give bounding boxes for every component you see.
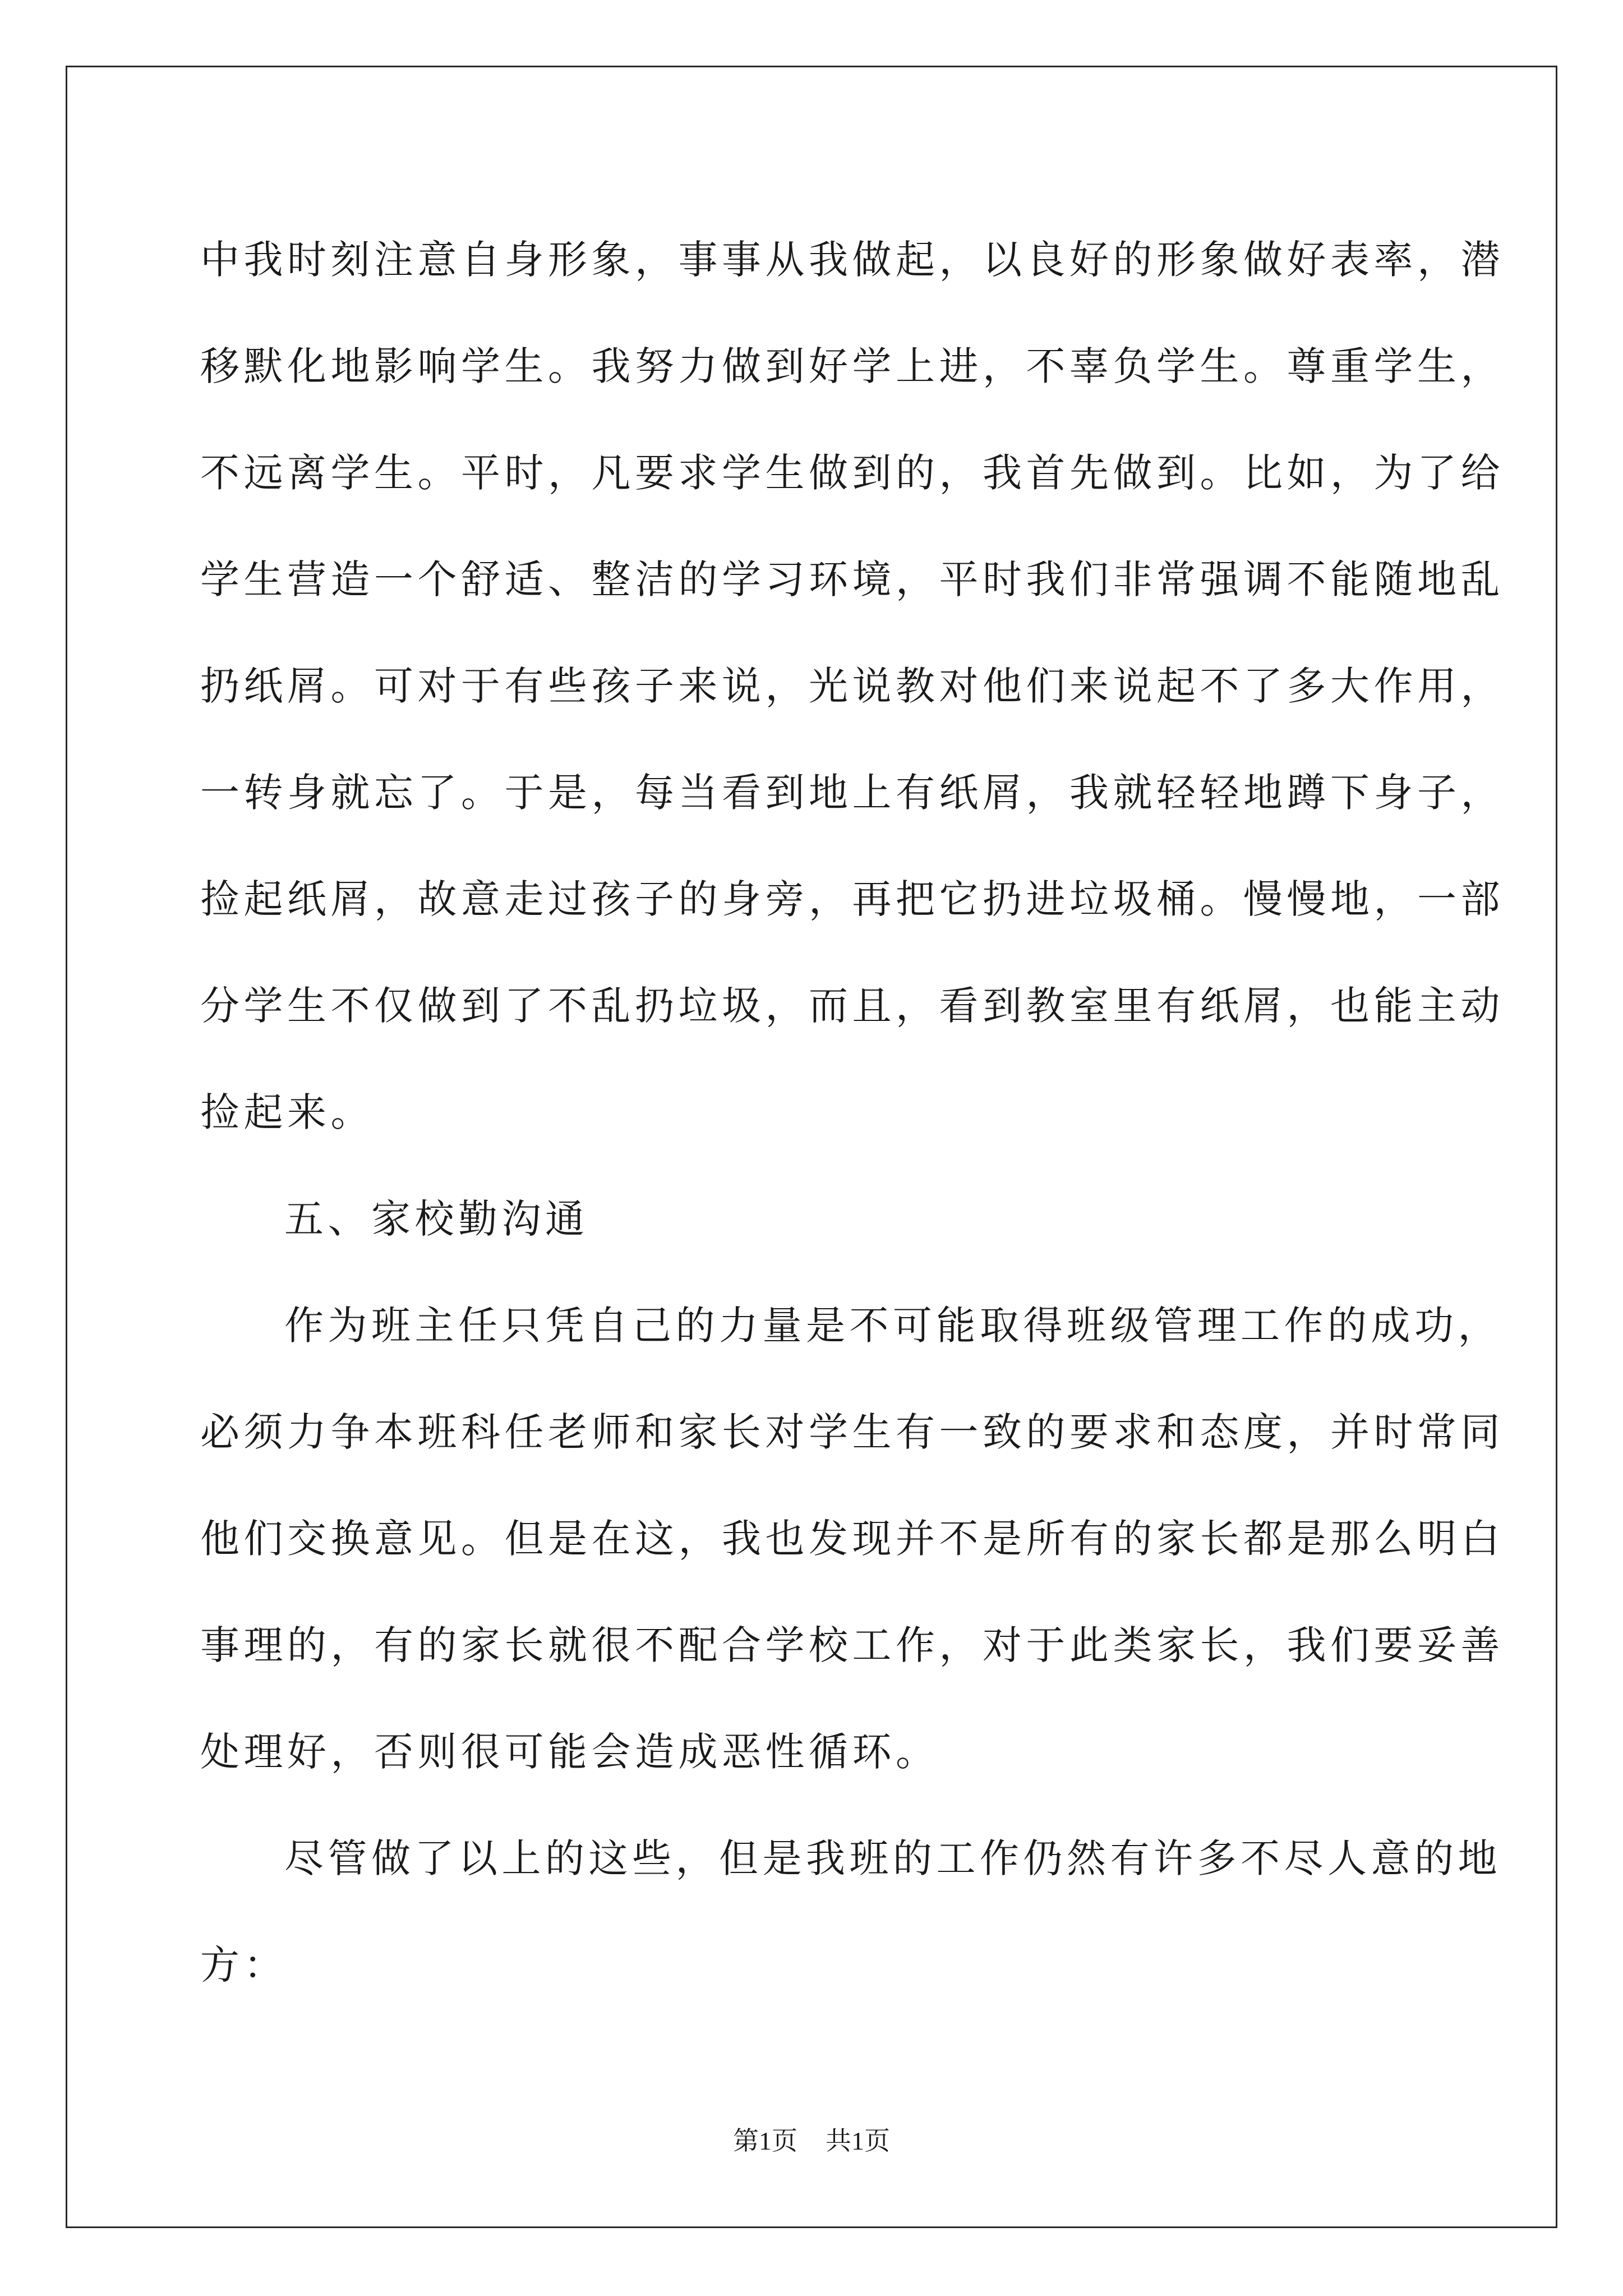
section-heading: 五、家校勤沟通	[284, 1196, 589, 1242]
text-line: 中我时刻注意自身形象，事事从我做起，以良好的形象做好表率，潜	[200, 237, 1504, 283]
page-number: 第1页	[733, 2127, 797, 2155]
text-line: 不远离学生。平时，凡要求学生做到的，我首先做到。比如，为了给	[200, 450, 1504, 496]
text-line: 捡起来。	[200, 1089, 374, 1135]
text-line: 扔纸屑。可对于有些孩子来说，光说教对他们来说起不了多大作用，	[200, 663, 1504, 709]
text-line: 一转身就忘了。于是，每当看到地上有纸屑，我就轻轻地蹲下身子，	[200, 770, 1504, 816]
page-total: 共1页	[826, 2127, 890, 2155]
text-line: 捡起纸屑，故意走过孩子的身旁，再把它扔进垃圾桶。慢慢地，一部	[200, 876, 1504, 922]
document-body	[200, 206, 1504, 2018]
text-line: 方：	[200, 1942, 287, 1988]
text-line: 处理好，否则很可能会造成恶性循环。	[200, 1729, 939, 1775]
text-line: 必须力争本班科任老师和家长对学生有一致的要求和态度，并时常同	[200, 1409, 1504, 1455]
text-line: 尽管做了以上的这些，但是我班的工作仍然有许多不尽人意的地	[284, 1835, 1501, 1881]
text-line: 他们交换意见。但是在这，我也发现并不是所有的家长都是那么明白	[200, 1516, 1504, 1562]
text-line: 分学生不仅做到了不乱扔垃圾，而且，看到教室里有纸屑，也能主动	[200, 983, 1504, 1029]
text-line: 作为班主任只凭自己的力量是不可能取得班级管理工作的成功，	[284, 1303, 1501, 1349]
text-line: 学生营造一个舒适、整洁的学习环境，平时我们非常强调不能随地乱	[200, 556, 1504, 602]
text-line: 移默化地影响学生。我努力做到好学上进，不辜负学生。尊重学生，	[200, 343, 1504, 389]
text-line: 事理的，有的家长就很不配合学校工作，对于此类家长，我们要妥善	[200, 1622, 1504, 1668]
page-footer	[0, 2120, 1623, 2157]
